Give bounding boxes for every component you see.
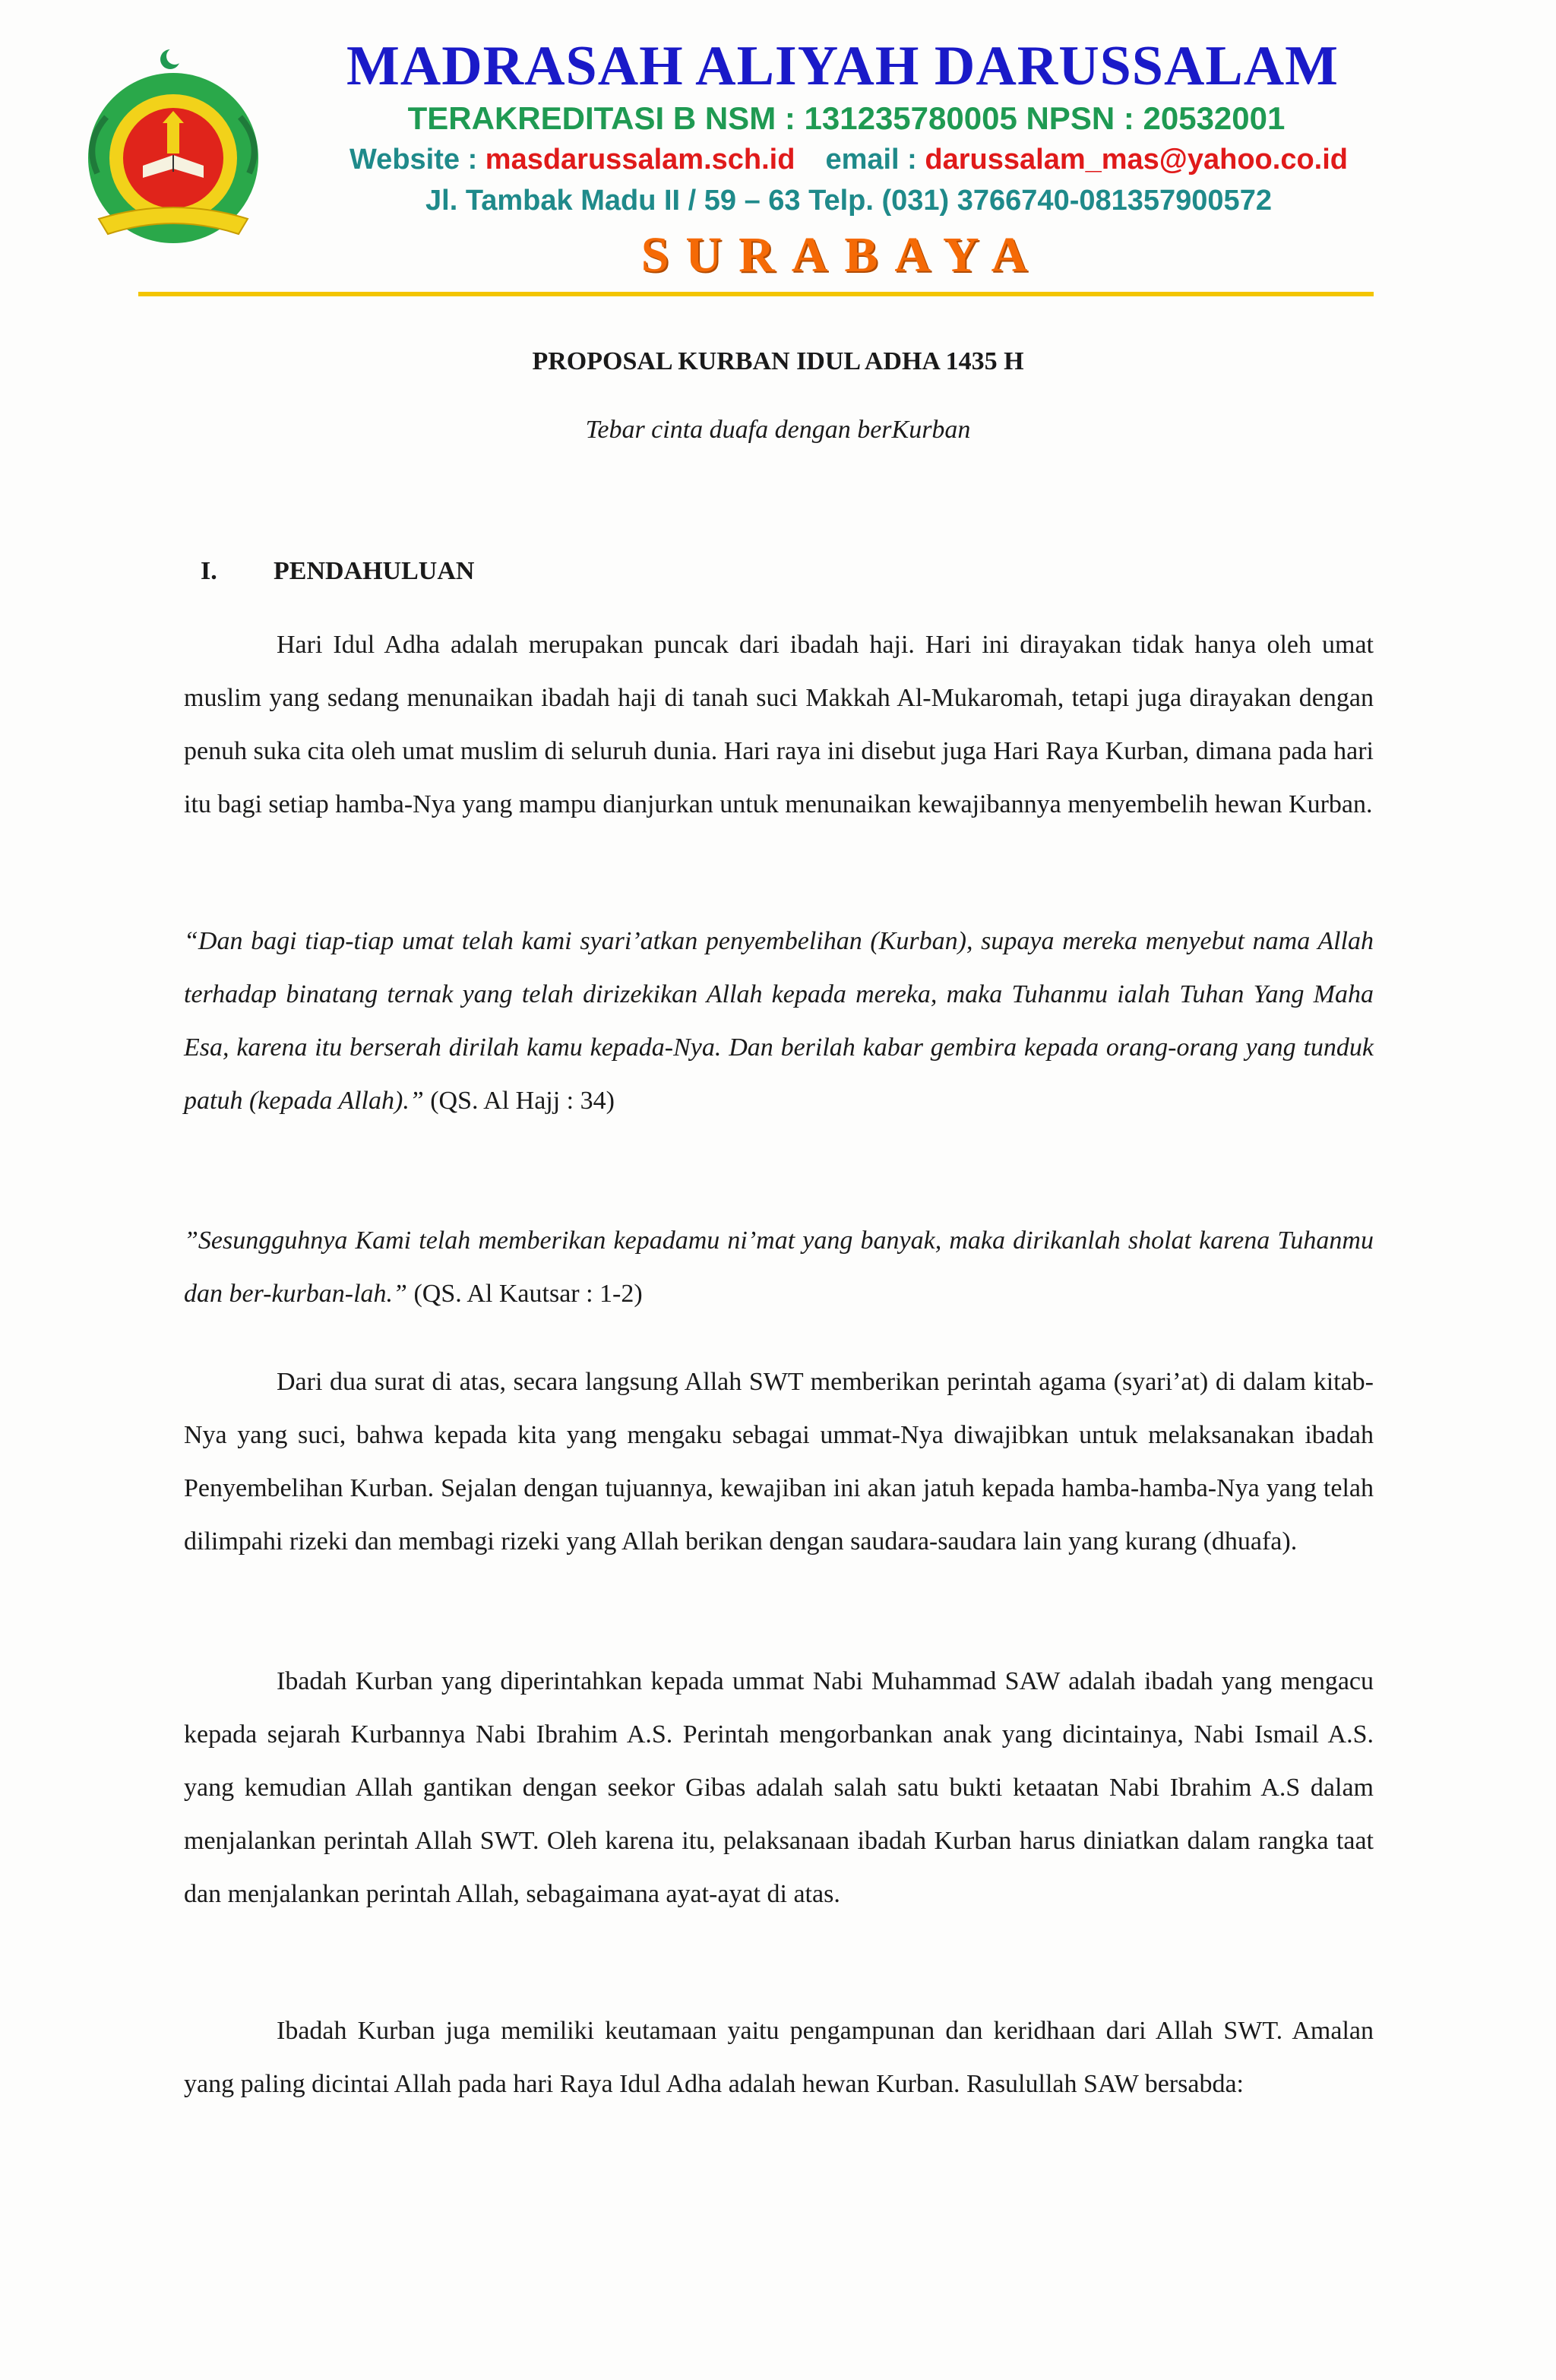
email-label: email : [825,144,925,176]
quote-al-kautsar-text: ”Sesungguhnya Kami telah memberikan kepadamu ni’mat yang banyak, maka dirikanlah sholat karena Tuhanmu dan ber-kurban-lah.” [184,1226,1374,1308]
section-heading [201,553,474,590]
document-title: PROPOSAL KURBAN IDUL ADHA 1435 H [532,347,1024,375]
accreditation-line: TERAKREDITASI B NSM : 131235780005 NPSN : 20532001 [407,100,1286,136]
paragraph-ibrahim: Ibadah Kurban yang diperintahkan kepada ummat Nabi Muhammad SAW adalah ibadah yang mengacu kepada sejarah Kurbannya Nabi Ibrahim A.S. Perintah mengorbankan anak yang dicintainya, Nabi Ismail A.S. yang kemudian Allah gantikan dengan seekor Gibas adalah salah satu bukti ketaatan Nabi Ibrahim A.S dalam menjalankan perintah Allah SWT. Oleh karena itu, pelaksanaan ibadah Kurban harus diniatkan dalam rangka taat dan menjalankan perintah Allah, sebagaimana ayat-ayat di atas. [184,1667,1374,1908]
city-name: SURABAYA [640,227,1045,283]
quote-al-hajj-ref: (QS. Al Hajj : 34) [423,1087,615,1115]
address-line: Jl. Tambak Madu II / 59 – 63 Telp. (031) 3766740-081357900572 [425,185,1272,217]
email-link[interactable]: darussalam_mas@yahoo.co.id [925,144,1348,176]
quote-al-kautsar-ref: (QS. Al Kautsar : 1-2) [406,1280,643,1308]
website-label: Website : [349,144,485,176]
header-divider [138,292,1374,296]
quote-al-kautsar [184,1214,1374,1321]
section-number: I. [201,557,217,585]
paragraph-keutamaan: Ibadah Kurban juga memiliki keutamaan yaitu pengampunan dan keridhaan dari Allah SWT. Amalan yang paling dicintai Allah pada hari Raya Idul Adha adalah hewan Kurban. Rasulullah SAW bersabda: [184,2017,1374,2098]
paragraph-syariat: Dari dua surat di atas, secara langsung Allah SWT memberikan perintah agama (syari’at) di dalam kitab-Nya yang suci, bahwa kepada kita yang mengaku sebagai ummat-Nya diwajibkan untuk melaksanakan ibadah Penyembelihan Kurban. Sejalan dengan tujuannya, kewajiban ini akan jatuh kepada hamba-hamba-Nya yang telah dilimpahi rizeki dan membagi rizeki yang Allah berikan dengan saudara-saudara lain yang kurang (dhuafa). [184,1368,1374,1556]
quote-al-hajj [184,915,1374,1128]
contact-line [0,140,1556,179]
school-name: MADRASAH ALIYAH DARUSSALAM [346,35,1339,97]
section-title: PENDAHULUAN [274,557,475,585]
quote-al-hajj-text: “Dan bagi tiap-tiap umat telah kami syari’atkan penyembelihan (Kurban), supaya mereka menyebut nama Allah terhadap binatang ternak yang telah dirizekikan Allah kepada mereka, maka Tuhanmu ialah Tuhan Yang Maha Esa, karena itu berserah dirilah kamu kepada-Nya. Dan berilah kabar gembira kepada orang-orang yang tunduk patuh (kepada Allah).” [184,927,1374,1115]
paragraph-intro: Hari Idul Adha adalah merupakan puncak dari ibadah haji. Hari ini dirayakan tidak hanya oleh umat muslim yang sedang menunaikan ibadah haji di tanah suci Makkah Al-Mukaromah, tetapi juga dirayakan dengan penuh suka cita oleh umat muslim di seluruh dunia. Hari raya ini disebut juga Hari Raya Kurban, dimana pada hari itu bagi setiap hamba-Nya yang mampu dianjurkan untuk menunaikan kewajibannya menyembelih hewan Kurban. [184,631,1374,818]
website-link[interactable]: masdarussalam.sch.id [485,144,795,176]
document-subtitle: Tebar cinta duafa dengan berKurban [585,416,971,444]
